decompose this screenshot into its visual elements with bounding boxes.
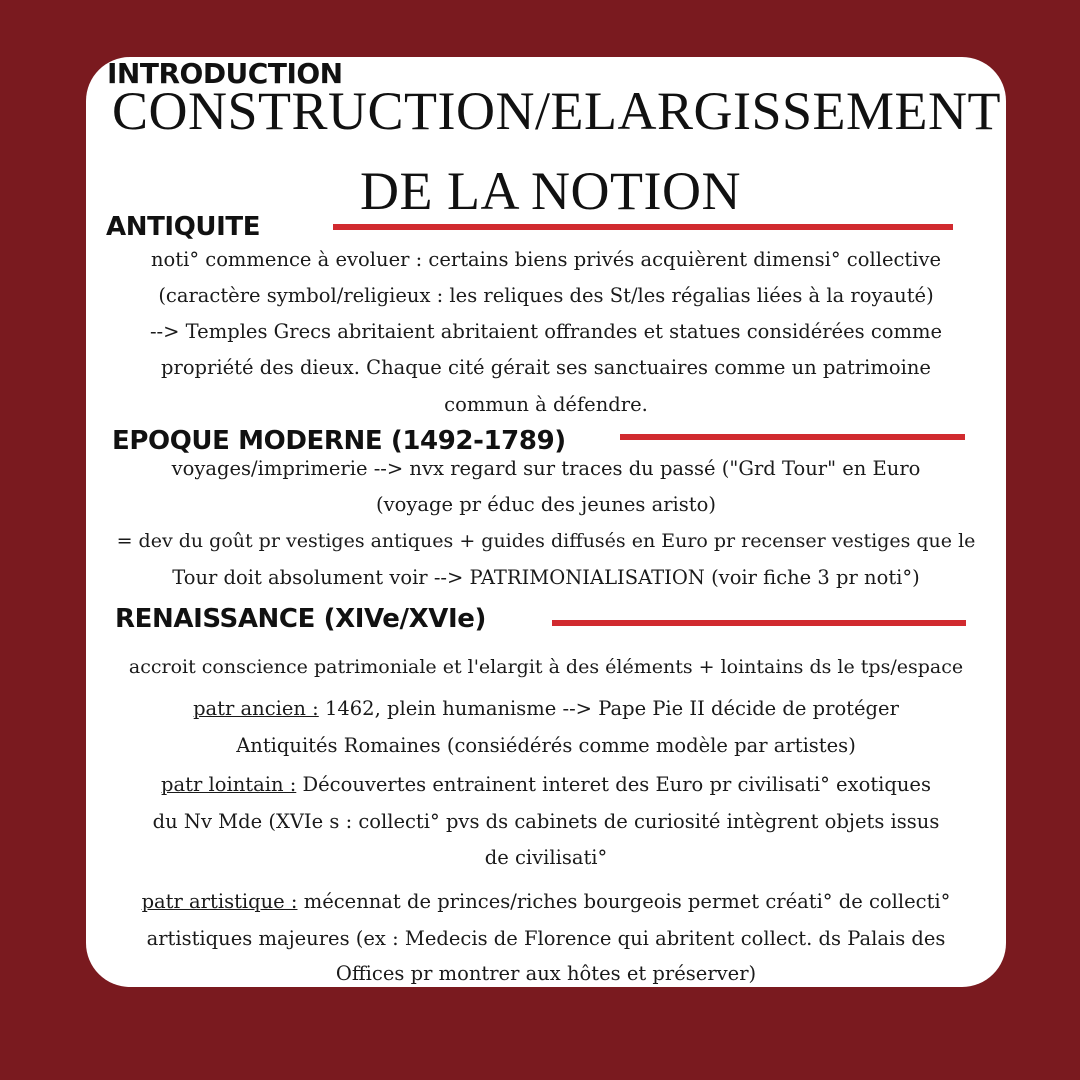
page-title-line1: CONSTRUCTION/ELARGISSEMENT (112, 81, 1002, 141)
text-line: = dev du goût pr vestiges antiques + guides diffusés en Euro pr recenser vestiges que le (116, 530, 976, 552)
heading-rule-renaissance (552, 620, 966, 626)
heading-rule-moderne (620, 434, 965, 440)
text-line: (caractère symbol/religieux : les reliques des St/les régalias liées à la royauté) (158, 284, 934, 307)
page-title-line2: DE LA NOTION (360, 161, 741, 221)
text-line: artistiques majeures (ex : Medecis de Florence qui abritent collect. ds Palais des (146, 927, 946, 950)
text-line: du Nv Mde (XVIe s : collecti° pvs ds cabinets de curiosité intègrent objets issus (152, 810, 940, 833)
heading-antiquite: ANTIQUITE (106, 212, 261, 242)
text-line-patr-ancien: patr ancien : 1462, plein humanisme --> Pape Pie II décide de protéger (193, 697, 899, 720)
label-patr-lointain: patr lointain : (161, 773, 297, 796)
text-line-patr-lointain: patr lointain : Découvertes entrainent interet des Euro pr civilisati° exotiques (161, 773, 931, 796)
text-line: propriété des dieux. Chaque cité gérait ses sanctuaires comme un patrimoine (161, 356, 931, 379)
text-line: Offices pr montrer aux hôtes et préserver) (335, 962, 757, 985)
text-line: commun à défendre. (444, 393, 648, 416)
text-line: Tour doit absolument voir --> PATRIMONIALISATION (voir fiche 3 pr noti°) (172, 566, 920, 589)
text-line: (voyage pr éduc des jeunes aristo) (376, 493, 716, 516)
text-line: Antiquités Romaines (consiédérés comme modèle par artistes) (236, 734, 856, 757)
text-line: voyages/imprimerie --> nvx regard sur traces du passé ("Grd Tour" en Euro (171, 457, 921, 480)
text-line: --> Temples Grecs abritaient abritaient offrandes et statues considérées comme (149, 320, 943, 343)
text-line: accroit conscience patrimoniale et l'elargit à des éléments + lointains ds le tps/espace (128, 656, 964, 678)
heading-epoque-moderne: EPOQUE MODERNE (1492-1789) (112, 426, 566, 456)
label-patr-ancien: patr ancien : (193, 697, 319, 720)
heading-renaissance: RENAISSANCE (XIVe/XVIe) (115, 604, 486, 634)
text-line: noti° commence à evoluer : certains biens privés acquièrent dimensi° collective (150, 248, 942, 271)
section-kicker: INTRODUCTION (107, 57, 343, 90)
heading-rule-antiquite (333, 224, 953, 230)
text-line-patr-artistique: patr artistique : mécennat de princes/riches bourgeois permet créati° de collecti° (141, 890, 951, 913)
text-line: de civilisati° (484, 846, 608, 869)
label-patr-artistique: patr artistique : (141, 890, 298, 913)
